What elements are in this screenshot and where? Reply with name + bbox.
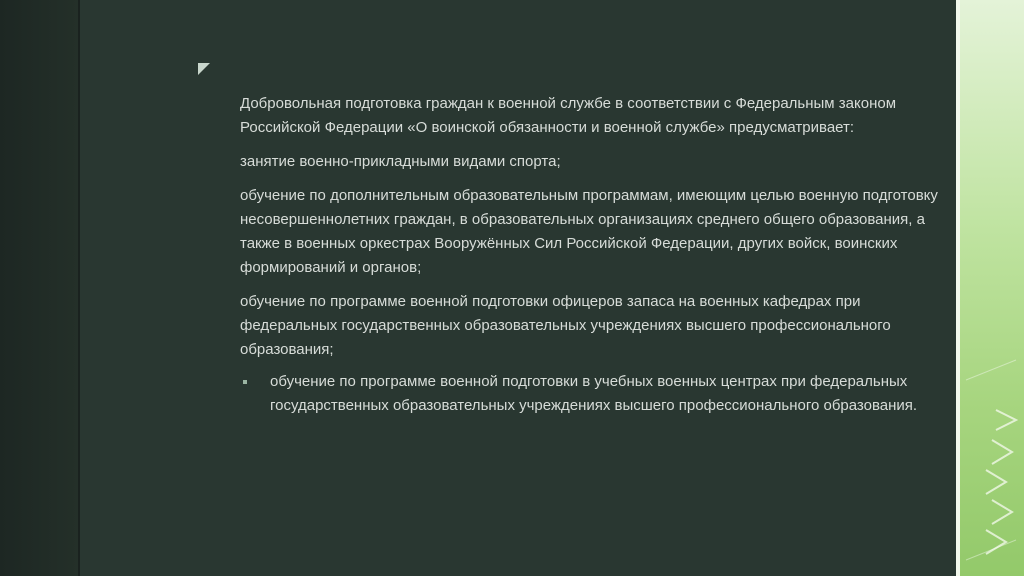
bullet-square-icon [243,380,247,384]
bullet-text-training-centers: обучение по программе военной подготовки в учебных военных центрах при федеральных государственных образовательных учреждениях высшего профессионального образования. [270,373,918,414]
paragraph-sports: занятие военно-прикладными видами спорта; [240,153,561,170]
decorative-green-strip [956,0,1024,576]
left-side-panel [0,0,80,576]
paragraph-intro: Добровольная подготовка граждан к военной службе в соответствии с Федеральным законом Российской Федерации «О воинской обязанности и военной службе» предусматривает: [240,95,897,136]
slide-content [240,92,952,418]
list-item [240,370,952,418]
paragraph-reserve-officers: обучение по программе военной подготовки офицеров запаса на военных кафедрах при федеральных государственных образовательных учреждениях высшего профессионального образования; [240,293,891,358]
paragraph-additional-programs: обучение по дополнительным образовательным программам, имеющим целью военную подготовку несовершеннолетних граждан, в образовательных организациях среднего общего образования, а также в военных оркестрах Вооружённых Сил Российской Федерации, других войск, воинских формирований и органов; [240,187,938,276]
chevron-pattern-icon [956,0,1024,576]
title-corner-marker-icon [198,63,210,75]
